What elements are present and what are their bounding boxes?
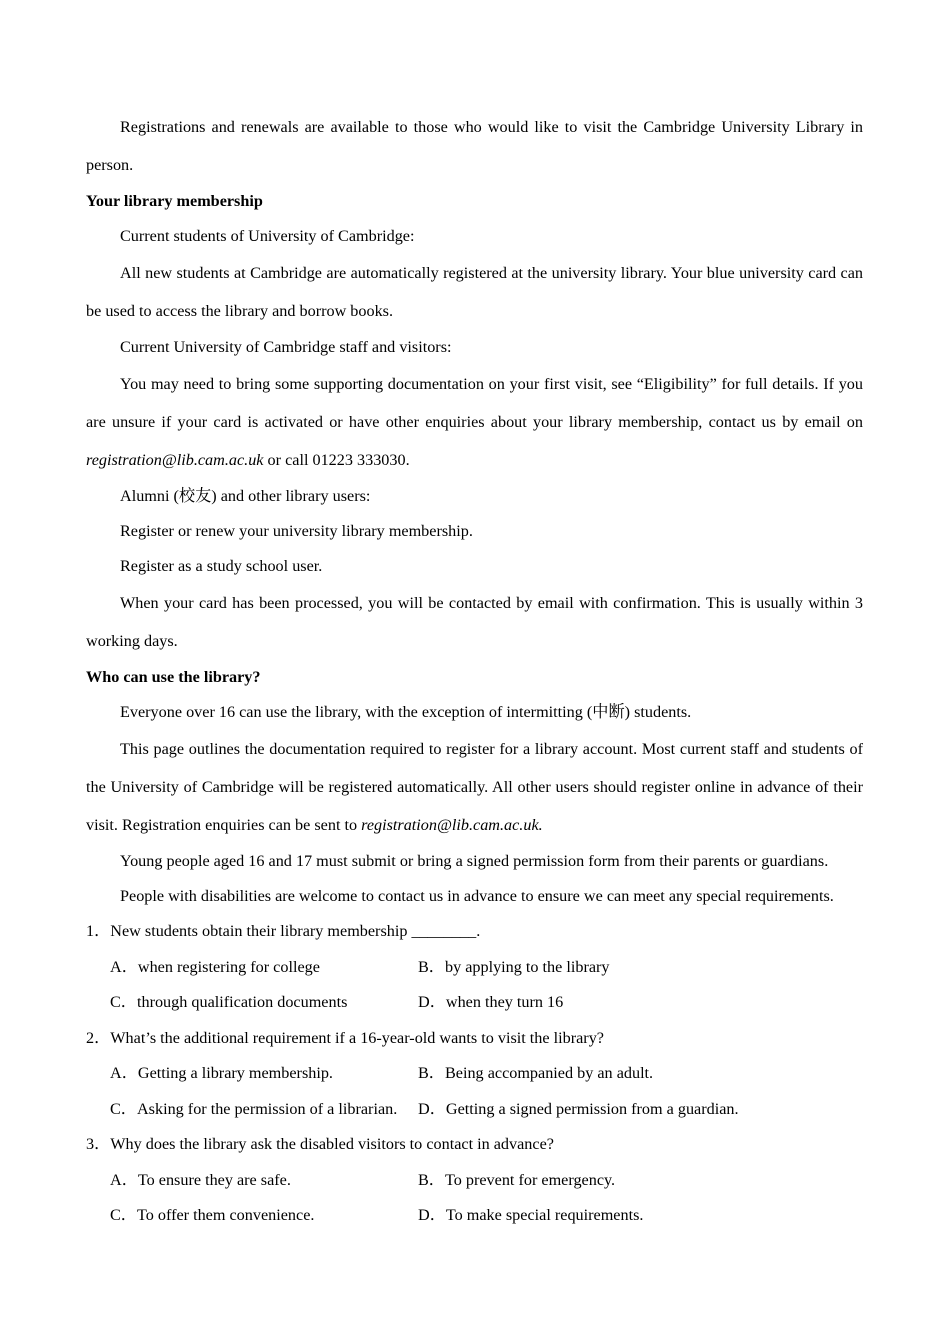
question-1 (86, 914, 863, 1021)
option-a: A．Getting a library membership. (110, 1064, 333, 1082)
students-label: Current students of University of Cambridge: (120, 227, 415, 245)
option-b: B．Being accompanied by an adult. (418, 1064, 654, 1082)
outline-email-link[interactable]: registration@lib.cam.ac.uk. (361, 816, 543, 834)
students-paragraph: All new students at Cambridge are automatically registered at the university library. Your blue university card can be used to access the library and borrow books. (86, 264, 863, 320)
option-c: C．Asking for the permission of a librarian. (110, 1099, 398, 1118)
option-a: A．To ensure they are safe. (110, 1170, 291, 1189)
option-d: D．To make special requirements. (418, 1206, 644, 1224)
intro-paragraph: Registrations and renewals are available to those who would like to visit the Cambridge University Library in person. (86, 118, 863, 174)
document-page (86, 108, 863, 1234)
option-d: D．when they turn 16 (418, 993, 564, 1011)
question-stem: 2．What’s the additional requirement if a 16-year-old wants to visit the library? (86, 1028, 604, 1047)
options-grid (86, 1163, 863, 1234)
section-heading-who-can-use: Who can use the library? (86, 668, 261, 686)
question-3 (86, 1127, 863, 1234)
staff-label: Current University of Cambridge staff and visitors: (120, 338, 452, 356)
options-grid (86, 1056, 863, 1127)
alumni-item-register-renew: Register or renew your university library membership. (120, 522, 473, 540)
staff-email-link[interactable]: registration@lib.cam.ac.uk (86, 451, 264, 469)
section-heading-membership: Your library membership (86, 192, 263, 210)
option-c: C．To offer them convenience. (110, 1206, 315, 1224)
question-2 (86, 1021, 863, 1128)
alumni-item-study-school: Register as a study school user. (120, 557, 323, 575)
option-a: A．when registering for college (110, 957, 320, 976)
staff-text-1: You may need to bring some supporting documentation on your first visit, see “Eligibility” for full details. If you are unsure if your card is activated or have other enquiries about your library membership, contact us by email on (86, 375, 863, 431)
option-c: C．through qualification documents (110, 993, 348, 1011)
options-grid (86, 950, 863, 1021)
outline-text: This page outlines the documentation required to register for a library account. Most current staff and students of the University of Cambridge will be registered automatically. All other users should register online in advance of their visit. Registration enquiries can be sent to (86, 740, 863, 834)
question-stem: 1．New students obtain their library membership ________. (86, 922, 481, 940)
option-d: D．Getting a signed permission from a guardian. (418, 1099, 739, 1118)
option-b: B．by applying to the library (418, 957, 610, 976)
alumni-label: Alumni (校友) and other library users: (120, 487, 371, 505)
processing-paragraph: When your card has been processed, you will be contacted by email with confirmation. This is usually within 3 working days. (86, 594, 863, 650)
staff-text-2: or call 01223 333030. (263, 451, 410, 469)
disabilities-paragraph: People with disabilities are welcome to contact us in advance to ensure we can meet any special requirements. (120, 887, 834, 905)
staff-paragraph (86, 365, 863, 479)
option-b: B．To prevent for emergency. (418, 1170, 616, 1189)
outline-paragraph (86, 730, 863, 844)
eligibility-paragraph: Everyone over 16 can use the library, with the exception of intermitting (中断) students. (120, 703, 692, 721)
question-stem: 3．Why does the library ask the disabled visitors to contact in advance? (86, 1135, 554, 1153)
young-people-paragraph: Young people aged 16 and 17 must submit or bring a signed permission form from their parents or guardians. (120, 852, 829, 870)
